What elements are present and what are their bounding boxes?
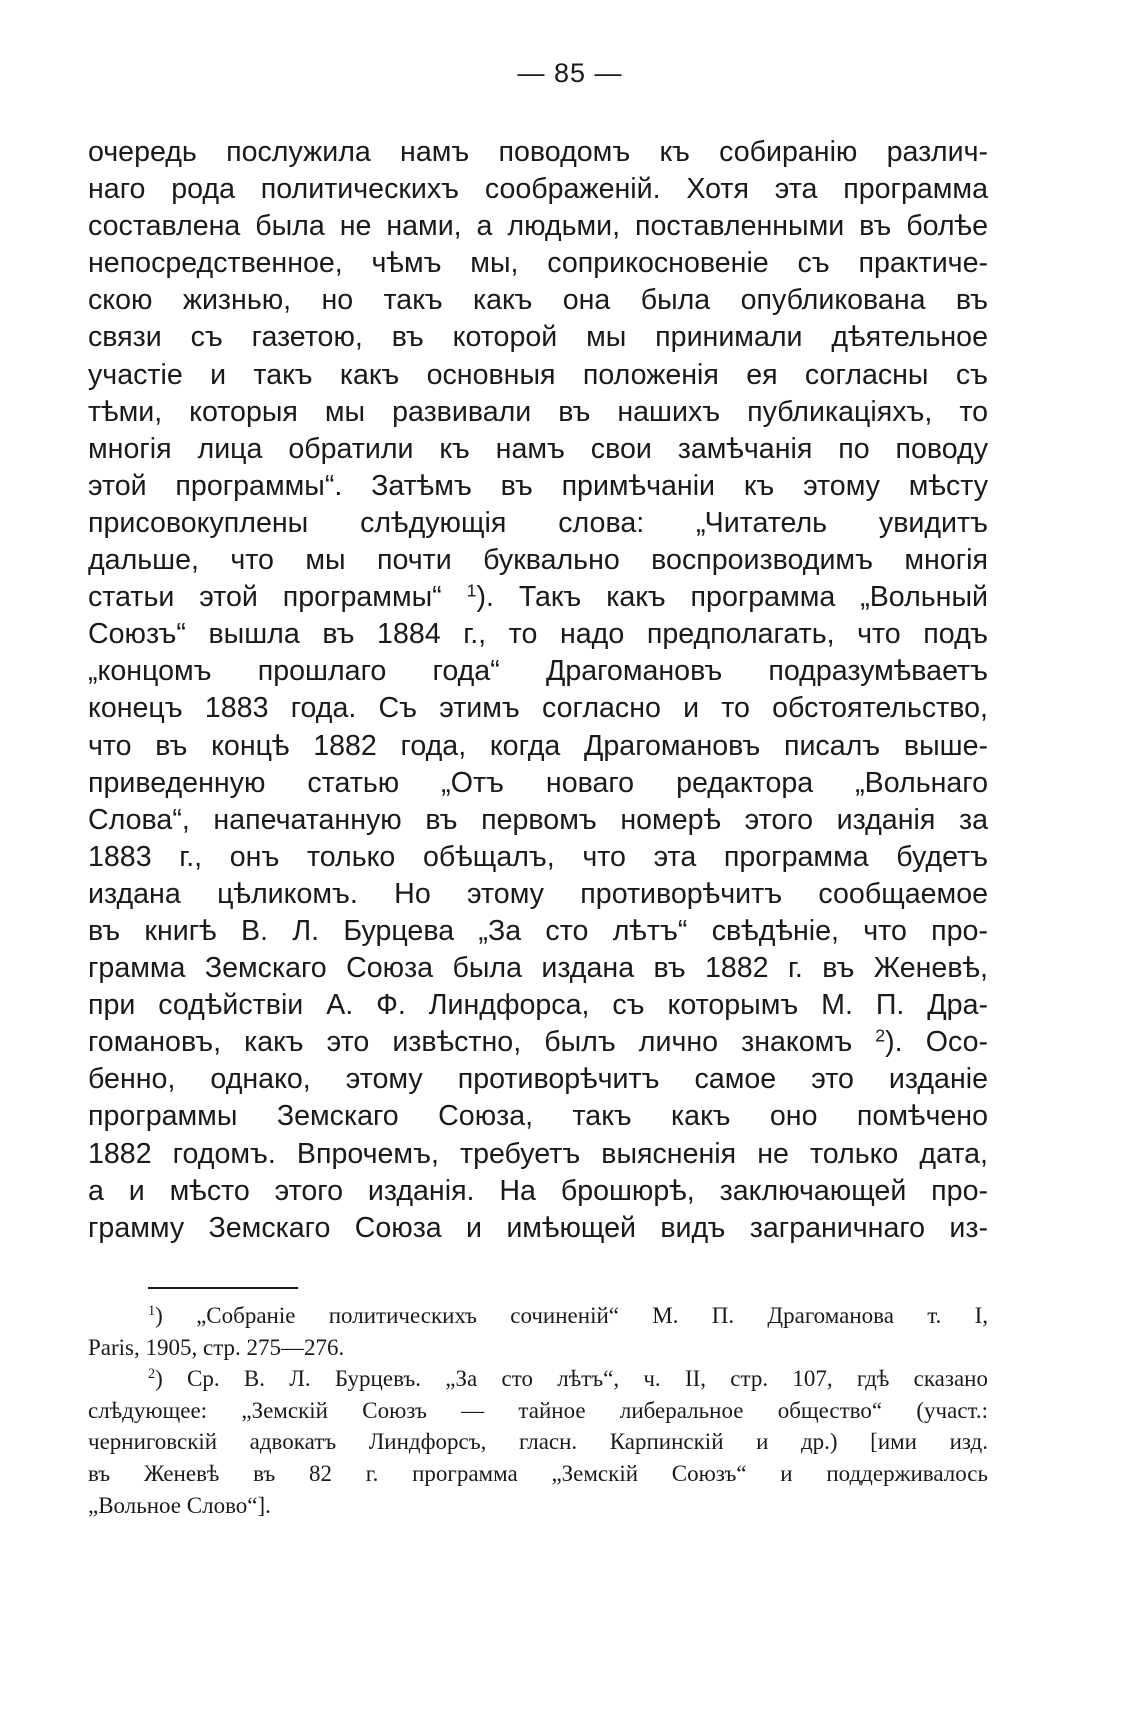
footnotes bbox=[88, 1300, 988, 1521]
footnote-marker-1: 1 bbox=[148, 1303, 156, 1320]
text-line: связи съ газетою, въ которой мы принимали дѣятельное bbox=[88, 321, 988, 354]
text-line: издана цѣликомъ. Но этому противорѣчитъ сообщаемое bbox=[88, 877, 988, 910]
text-line: дальше, что мы почти буквально воспроизводимъ многія bbox=[88, 544, 988, 577]
page-number: — 85 — bbox=[517, 58, 623, 88]
text-fragment: статьи этой программы“ bbox=[88, 581, 442, 614]
text-line: этой программы“. Затѣмъ въ примѣчаніи къ этому мѣсту bbox=[88, 469, 988, 502]
footnote-text-line: черниговскій адвокатъ Линдфорсъ, гласн. Карпинскій и др.) [ими изд. bbox=[88, 1429, 988, 1455]
text-line: бенно, однако, этому противорѣчитъ самое это изданіе bbox=[88, 1063, 988, 1096]
text-line: при содѣйствіи А. Ф. Линдфорса, съ которымъ М. П. Дра- bbox=[88, 989, 988, 1022]
text-line: что въ концѣ 1882 года, когда Драгомановъ писалъ выше- bbox=[88, 729, 988, 762]
footnote-marker-2: 2 bbox=[148, 1366, 156, 1383]
text-line: участіе и такъ какъ основныя положенія ея согласны съ bbox=[88, 358, 988, 391]
text-line: 1882 годомъ. Впрочемъ, требуетъ выясненія не только дата, bbox=[88, 1137, 988, 1170]
text-line: составлена была не нами, а людьми, поставленными въ болѣе bbox=[88, 210, 988, 243]
footnote-text-line: „Вольное Слово“]. bbox=[88, 1492, 271, 1518]
text-line: грамма Земскаго Союза была издана въ 1882 г. въ Женевѣ, bbox=[88, 952, 988, 985]
text-line: непосредственное, чѣмъ мы, соприкосновеніе съ практиче- bbox=[88, 247, 988, 280]
footnote-text-line: въ Женевѣ въ 82 г. программа „Земскій Союзъ“ и поддерживалось bbox=[88, 1460, 988, 1486]
footnote-2 bbox=[88, 1363, 988, 1395]
text-line: очередь послужила намъ поводомъ къ собиранію различ- bbox=[88, 136, 988, 168]
text-line: тѣми, которыя мы развивали въ нашихъ публикаціяхъ, то bbox=[88, 395, 988, 428]
text-line-with-footnote bbox=[88, 1024, 988, 1061]
body-text bbox=[88, 134, 988, 1247]
text-line: приведенную статью „Отъ новаго редактора „Вольнаго bbox=[88, 766, 988, 799]
text-fragment: ). Такъ какъ программа „Вольный bbox=[476, 581, 988, 614]
text-line: а и мѣсто этого изданія. На брошюрѣ, заключающей про- bbox=[88, 1174, 988, 1207]
text-fragment: гомановъ, какъ это извѣстно, былъ лично знакомъ bbox=[88, 1026, 853, 1059]
footnote-ref-2: 2 bbox=[875, 1025, 886, 1046]
text-line-with-footnote bbox=[88, 579, 988, 616]
footnote-text: ) „Собраніе политическихъ сочиненій“ М. П. Драгоманова т. I, bbox=[155, 1303, 988, 1328]
text-fragment: ). Осо- bbox=[885, 1026, 988, 1059]
footnote-divider bbox=[148, 1287, 298, 1289]
text-line: многія лица обратили къ намъ свои замѣчанія по поводу bbox=[88, 432, 988, 465]
text-line: присовокуплены слѣдующія слова: „Читатель увидитъ bbox=[88, 506, 988, 539]
footnote-text: ) Ср. В. Л. Бурцевъ. „За сто лѣтъ“, ч. II, стр. 107, гдѣ сказано bbox=[155, 1366, 988, 1392]
text-line: программы Земскаго Союза, такъ какъ оно помѣчено bbox=[88, 1100, 988, 1133]
text-line: наго рода политическихъ соображеній. Хотя эта программа bbox=[88, 173, 988, 206]
footnote-1 bbox=[88, 1300, 988, 1332]
text-line: въ книгѣ В. Л. Бурцева „За сто лѣтъ“ свѣдѣніе, что про- bbox=[88, 914, 988, 947]
footnote-ref-1: 1 bbox=[466, 580, 477, 601]
text-line: конецъ 1883 года. Съ этимъ согласно и то обстоятельство, bbox=[88, 692, 988, 725]
footnote-text-line: Paris, 1905, стр. 275—276. bbox=[88, 1334, 345, 1360]
text-line: „концомъ прошлаго года“ Драгомановъ подразумѣваетъ bbox=[88, 655, 988, 688]
footnote-text-line: слѣдующее: „Земскій Союзъ — тайное либеральное общество“ (участ.: bbox=[88, 1397, 988, 1423]
text-line: 1883 г., онъ только обѣщалъ, что эта программа будетъ bbox=[88, 840, 988, 873]
text-line: Союзъ“ вышла въ 1884 г., то надо предполагать, что подъ bbox=[88, 618, 988, 651]
text-line: Слова“, напечатанную въ первомъ номерѣ этого изданія за bbox=[88, 803, 988, 836]
text-line: скою жизнью, но такъ какъ она была опубликована въ bbox=[88, 284, 988, 317]
text-line: грамму Земскаго Союза и имѣющей видъ заграничнаго из- bbox=[88, 1211, 988, 1244]
